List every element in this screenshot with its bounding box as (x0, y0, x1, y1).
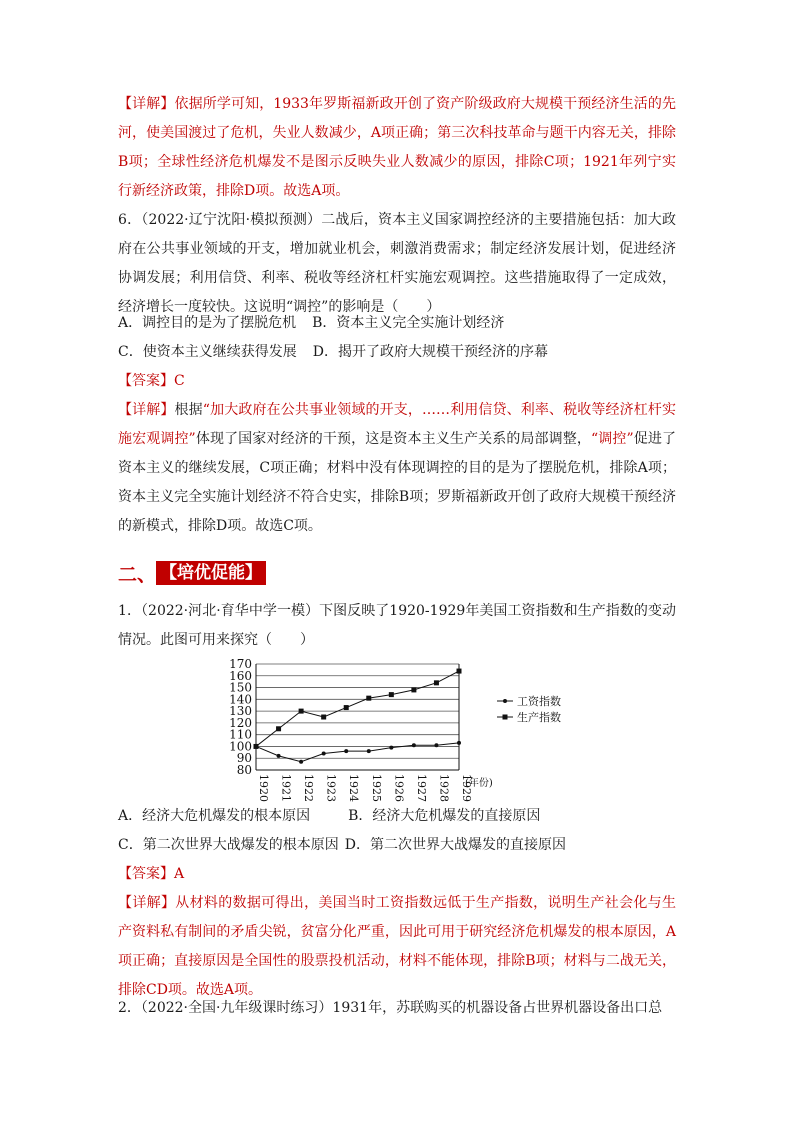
legend-marker-square (503, 715, 508, 720)
x-tick-label: 1924 (347, 774, 361, 802)
series-line-2 (256, 671, 459, 746)
y-tick-label: 90 (236, 751, 252, 766)
y-tick-label: 100 (229, 739, 252, 754)
data-point-square (344, 705, 349, 710)
option-a: A．经济大危机爆发的根本原因 (118, 808, 311, 824)
data-point-square (254, 744, 259, 749)
index-chart (200, 657, 600, 807)
data-point-square (299, 709, 304, 714)
question-6-explanation: 【详解】根据“加大政府在公共事业领域的开支，……利用信贷、利率、税收等经济杠杆实施宏观调控”体现了国家对经济的干预，这是资本主义生产关系的局部调整，“调控”促进了资本主义的继续发展，C项正确；材料中没有体现调控的目的是为了摆脱危机，排除A项；资本主义完全实施计划经济不符合史实，排除B项；罗斯福新政开创了政府大规模干预经济的新模式，排除D项。故选C项。 (118, 402, 677, 534)
data-point-circle (344, 749, 348, 753)
data-point-circle (457, 741, 461, 745)
data-point-circle (322, 752, 326, 756)
explanation-paragraph (118, 90, 676, 206)
section-number: 二、 (118, 563, 157, 586)
option-b: B．经济大危机爆发的直接原因 (348, 808, 541, 824)
data-point-square (321, 715, 326, 720)
answer-value: C (174, 373, 185, 389)
option-c: C．使资本主义继续获得发展 (118, 344, 297, 360)
data-point-circle (367, 749, 371, 753)
detail-tag: 【详解】 (118, 402, 175, 418)
data-point-circle (299, 760, 303, 764)
y-tick-label: 130 (229, 704, 252, 719)
y-tick-label: 120 (229, 715, 252, 730)
x-tick-label: 1920 (257, 774, 270, 802)
question-1-explanation (118, 889, 676, 1005)
question-6-options-cd (118, 338, 548, 367)
detail-text: 依据所学可知，1933年罗斯福新政开创了资产阶级政府大规模干预经济生活的先河，使美国渡过了危机，失业人数减少，A项正确；第三次科技革命与题干内容无关，排除B项；全球性经济危机爆发不是图示反映失业人数减少的原因，排除C项；1921年列宁实行新经济政策，排除D项。故选A项。 (118, 96, 676, 199)
data-point-circle (389, 746, 393, 750)
question-2-stem: 2．（2022·全国·九年级课时练习）1931年，苏联购买的机器设备占世界机器设备出口总 (118, 1000, 663, 1016)
data-point-square (411, 687, 416, 692)
question-1-stem: 1．（2022·河北·育华中学一模）下图反映了1920-1929年美国工资指数和生产指数的变动情况。此图可用来探究（ ） (118, 603, 676, 648)
y-tick-label: 150 (229, 680, 252, 695)
option-a: A．调控目的是为了摆脱危机 (118, 315, 297, 331)
series-line-1 (256, 743, 459, 762)
question-6-answer (118, 367, 185, 396)
question-6-stem: 6．（2022·辽宁沈阳·模拟预测）二战后，资本主义国家调控经济的主要措施包括：加大政府在公共事业领域的开支，增加就业机会，刺激消费需求；制定经济发展计划，促进经济协调发展；利用信贷、利率、税收等经济杠杆实施宏观调控。这些措施取得了一定成效，经济增长一度较快。这说明“调控”的影响是（ ） (118, 212, 676, 315)
section-heading (118, 560, 266, 586)
answer-tag: 【答案】 (118, 373, 174, 389)
option-c: C．第二次世界大战爆发的根本原因 (118, 837, 339, 853)
x-unit-label: (年份) (465, 778, 493, 789)
data-point-square (457, 669, 462, 674)
x-tick-label: 1921 (279, 774, 293, 802)
legend-label: 工资指数 (517, 695, 561, 708)
data-point-square (276, 726, 281, 731)
data-point-square (389, 692, 394, 697)
data-point-circle (277, 754, 281, 758)
question-1-options-ab (118, 802, 540, 831)
x-tick-label: 1929 (460, 774, 473, 802)
detail-tag: 【详解】 (118, 895, 176, 911)
answer-tag: 【答案】 (118, 866, 174, 882)
option-d: D．揭开了政府大规模干预经济的序幕 (312, 344, 548, 360)
y-tick-label: 170 (229, 657, 252, 671)
answer-value: A (174, 866, 185, 882)
option-b: B．资本主义完全实施计划经济 (312, 315, 505, 331)
x-tick-label: 1926 (392, 774, 406, 802)
data-point-circle (434, 743, 438, 747)
y-tick-label: 110 (229, 727, 252, 742)
data-point-circle (412, 743, 416, 747)
legend-marker-circle (503, 699, 507, 703)
y-tick-label: 160 (229, 668, 252, 683)
option-d: D．第二次世界大战爆发的直接原因 (344, 837, 566, 853)
section-title: 【培优促能】 (156, 561, 266, 585)
detail-text: 从材料的数据可得出，美国当时工资指数远低于生产指数，说明生产社会化与生产资料私有制间的矛盾尖锐，贫富分化严重，因此可用于研究经济危机爆发的根本原因，A项正确；直接原因是全国性的股票投机活动，材料不能体现，排除B项；材料与二战无关，排除CD项。故选A项。 (118, 895, 677, 998)
line-chart-svg (200, 657, 600, 807)
y-tick-label: 80 (236, 763, 252, 777)
question-6-options-ab (118, 309, 504, 338)
y-tick-label: 140 (229, 692, 252, 707)
x-tick-label: 1927 (414, 774, 428, 802)
detail-tag: 【详解】 (118, 96, 175, 112)
data-point-square (434, 680, 439, 685)
question-1-options-cd (118, 831, 566, 860)
x-tick-label: 1925 (369, 774, 383, 802)
x-tick-label: 1923 (324, 774, 338, 802)
x-tick-label: 1922 (302, 774, 316, 802)
data-point-square (366, 696, 371, 701)
x-tick-label: 1928 (437, 774, 451, 802)
question-1-answer (118, 860, 184, 889)
legend-label: 生产指数 (517, 711, 561, 724)
